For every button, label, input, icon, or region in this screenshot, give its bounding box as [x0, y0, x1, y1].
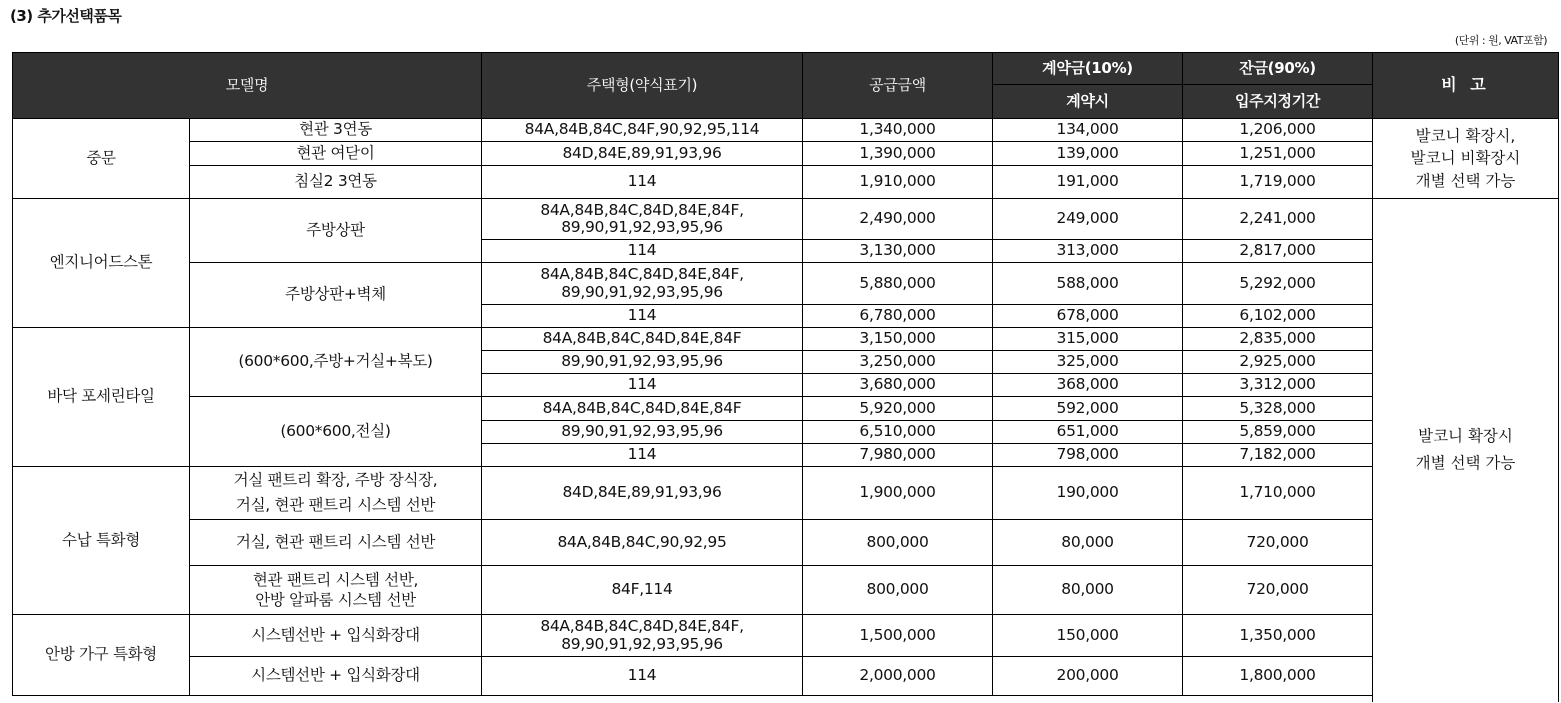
- balance-cell: 1,350,000: [1183, 615, 1373, 657]
- type-cell: 84D,84E,89,91,93,96: [482, 467, 803, 520]
- remark-line: 발코니 비확장시: [1410, 149, 1521, 168]
- table-row: [13, 199, 1373, 240]
- price-cell: 3,680,000: [803, 374, 993, 397]
- deposit-cell: 190,000: [993, 467, 1183, 520]
- remark-cell: [1373, 199, 1559, 702]
- item-name: [190, 467, 482, 520]
- price-cell: 1,390,000: [803, 142, 993, 166]
- deposit-cell: 798,000: [993, 444, 1183, 467]
- type-cell: 89,90,91,92,93,95,96: [482, 351, 803, 374]
- table-row: [13, 467, 1373, 520]
- balance-cell: 1,719,000: [1183, 166, 1373, 199]
- item-name: (600*600,전실): [190, 397, 482, 467]
- balance-cell: 6,102,000: [1183, 305, 1373, 328]
- type-cell: 89,90,91,92,93,95,96: [482, 421, 803, 444]
- balance-cell: 2,925,000: [1183, 351, 1373, 374]
- remark-line: 발코니 확장시,: [1415, 126, 1516, 145]
- item-line: 거실, 현관 팬트리 시스템 선반: [235, 496, 436, 514]
- price-cell: 1,910,000: [803, 166, 993, 199]
- table-row: [13, 142, 1373, 166]
- item-line: 현관 팬트리 시스템 선반,: [252, 570, 419, 589]
- type-cell: 114: [482, 374, 803, 397]
- balance-cell: 720,000: [1183, 520, 1373, 566]
- type-line: 89,90,91,92,93,95,96: [561, 282, 723, 301]
- type-cell: [482, 199, 803, 240]
- item-name: 시스템선반 + 입식화장대: [190, 615, 482, 657]
- balance-cell: 2,241,000: [1183, 199, 1373, 240]
- item-name: 주방상판+벽체: [190, 263, 482, 328]
- price-cell: 5,920,000: [803, 397, 993, 421]
- header-remark: 비 고: [1373, 53, 1559, 119]
- price-cell: 1,340,000: [803, 119, 993, 142]
- balance-cell: 1,800,000: [1183, 657, 1373, 696]
- type-line: 89,90,91,92,93,95,96: [561, 218, 723, 236]
- price-cell: 2,490,000: [803, 199, 993, 240]
- table-row: [13, 566, 1373, 615]
- type-cell: 114: [482, 166, 803, 199]
- price-cell: 5,880,000: [803, 263, 993, 305]
- group-name: 엔지니어드스톤: [13, 199, 190, 328]
- deposit-cell: 200,000: [993, 657, 1183, 696]
- group-name: 바닥 포세린타일: [13, 328, 190, 467]
- price-cell: 1,900,000: [803, 467, 993, 520]
- table-row: [13, 119, 1373, 142]
- deposit-cell: 80,000: [993, 520, 1183, 566]
- item-name: 침실2 3연동: [190, 166, 482, 199]
- deposit-cell: 134,000: [993, 119, 1183, 142]
- price-cell: 6,510,000: [803, 421, 993, 444]
- type-line: 84A,84B,84C,84D,84E,84F,: [540, 265, 744, 284]
- deposit-cell: 249,000: [993, 199, 1183, 240]
- table-row: [13, 166, 1373, 199]
- deposit-cell: 368,000: [993, 374, 1183, 397]
- header-balance-sub: 입주지정기간: [1183, 85, 1373, 119]
- deposit-cell: 325,000: [993, 351, 1183, 374]
- item-name: 거실, 현관 팬트리 시스템 선반: [190, 520, 482, 566]
- balance-cell: 1,710,000: [1183, 467, 1373, 520]
- type-cell: 84F,114: [482, 566, 803, 615]
- group-name: 안방 가구 특화형: [13, 615, 190, 696]
- balance-cell: 1,206,000: [1183, 119, 1373, 142]
- header-deposit: 계약금(10%): [993, 53, 1183, 85]
- table-row: [13, 520, 1373, 566]
- table-row: [13, 657, 1373, 696]
- price-cell: 3,250,000: [803, 351, 993, 374]
- item-name: [190, 566, 482, 615]
- option-price-table: [12, 52, 1373, 696]
- price-cell: 1,500,000: [803, 615, 993, 657]
- deposit-cell: 678,000: [993, 305, 1183, 328]
- type-cell: 84A,84B,84C,84F,90,92,95,114: [482, 119, 803, 142]
- type-cell: 84A,84B,84C,84D,84E,84F: [482, 328, 803, 351]
- header-price: 공급금액: [803, 53, 993, 119]
- type-cell: [482, 263, 803, 305]
- deposit-cell: 80,000: [993, 566, 1183, 615]
- remark-line: 개별 선택 가능: [1415, 454, 1516, 473]
- table-row: [13, 397, 1373, 421]
- deposit-cell: 315,000: [993, 328, 1183, 351]
- header-balance: 잔금(90%): [1183, 53, 1373, 85]
- section-title: (3) 추가선택품목: [10, 7, 122, 25]
- deposit-cell: 592,000: [993, 397, 1183, 421]
- type-line: 84A,84B,84C,84D,84E,84F,: [540, 200, 744, 219]
- type-cell: 114: [482, 305, 803, 328]
- type-cell: 84A,84B,84C,84D,84E,84F: [482, 397, 803, 421]
- price-cell: 3,130,000: [803, 240, 993, 263]
- balance-cell: 2,817,000: [1183, 240, 1373, 263]
- header-deposit-sub: 계약시: [993, 85, 1183, 119]
- balance-cell: 7,182,000: [1183, 444, 1373, 467]
- table-row: [13, 328, 1373, 351]
- remark-column: [1372, 52, 1559, 702]
- remark-line: 개별 선택 가능: [1415, 171, 1516, 190]
- item-name: 시스템선반 + 입식화장대: [190, 657, 482, 696]
- price-cell: 800,000: [803, 520, 993, 566]
- balance-cell: 5,328,000: [1183, 397, 1373, 421]
- item-name: 주방상판: [190, 199, 482, 263]
- type-cell: 84A,84B,84C,90,92,95: [482, 520, 803, 566]
- type-cell: 114: [482, 240, 803, 263]
- balance-cell: 2,835,000: [1183, 328, 1373, 351]
- deposit-cell: 191,000: [993, 166, 1183, 199]
- item-name: 현관 3연동: [190, 119, 482, 142]
- deposit-cell: 150,000: [993, 615, 1183, 657]
- balance-cell: 1,251,000: [1183, 142, 1373, 166]
- table-row: [13, 615, 1373, 657]
- header-type: 주택형(약식표기): [482, 53, 803, 119]
- deposit-cell: 588,000: [993, 263, 1183, 305]
- remark-line: 발코니 확장시: [1418, 427, 1513, 446]
- price-cell: 2,000,000: [803, 657, 993, 696]
- unit-note: (단위 : 원, VAT포함): [1454, 34, 1547, 47]
- remark-cell: [1373, 119, 1559, 199]
- deposit-cell: 139,000: [993, 142, 1183, 166]
- type-cell: 84D,84E,89,91,93,96: [482, 142, 803, 166]
- type-cell: [482, 615, 803, 657]
- type-cell: 114: [482, 444, 803, 467]
- deposit-cell: 651,000: [993, 421, 1183, 444]
- deposit-cell: 313,000: [993, 240, 1183, 263]
- balance-cell: 720,000: [1183, 566, 1373, 615]
- item-name: 현관 여닫이: [190, 142, 482, 166]
- type-line: 84A,84B,84C,84D,84E,84F,: [540, 617, 744, 636]
- group-name: 중문: [13, 119, 190, 199]
- header-model: 모델명: [13, 53, 482, 119]
- balance-cell: 3,312,000: [1183, 374, 1373, 397]
- item-line: 거실 팬트리 확장, 주방 장식장,: [233, 471, 438, 490]
- item-line: 안방 알파룸 시스템 선반: [255, 591, 416, 609]
- table-row: [13, 263, 1373, 305]
- type-line: 89,90,91,92,93,95,96: [561, 634, 723, 653]
- balance-cell: 5,292,000: [1183, 263, 1373, 305]
- group-name: 수납 특화형: [13, 467, 190, 615]
- balance-cell: 5,859,000: [1183, 421, 1373, 444]
- price-cell: 800,000: [803, 566, 993, 615]
- price-cell: 7,980,000: [803, 444, 993, 467]
- item-name: (600*600,주방+거실+복도): [190, 328, 482, 397]
- price-cell: 3,150,000: [803, 328, 993, 351]
- type-cell: 114: [482, 657, 803, 696]
- price-cell: 6,780,000: [803, 305, 993, 328]
